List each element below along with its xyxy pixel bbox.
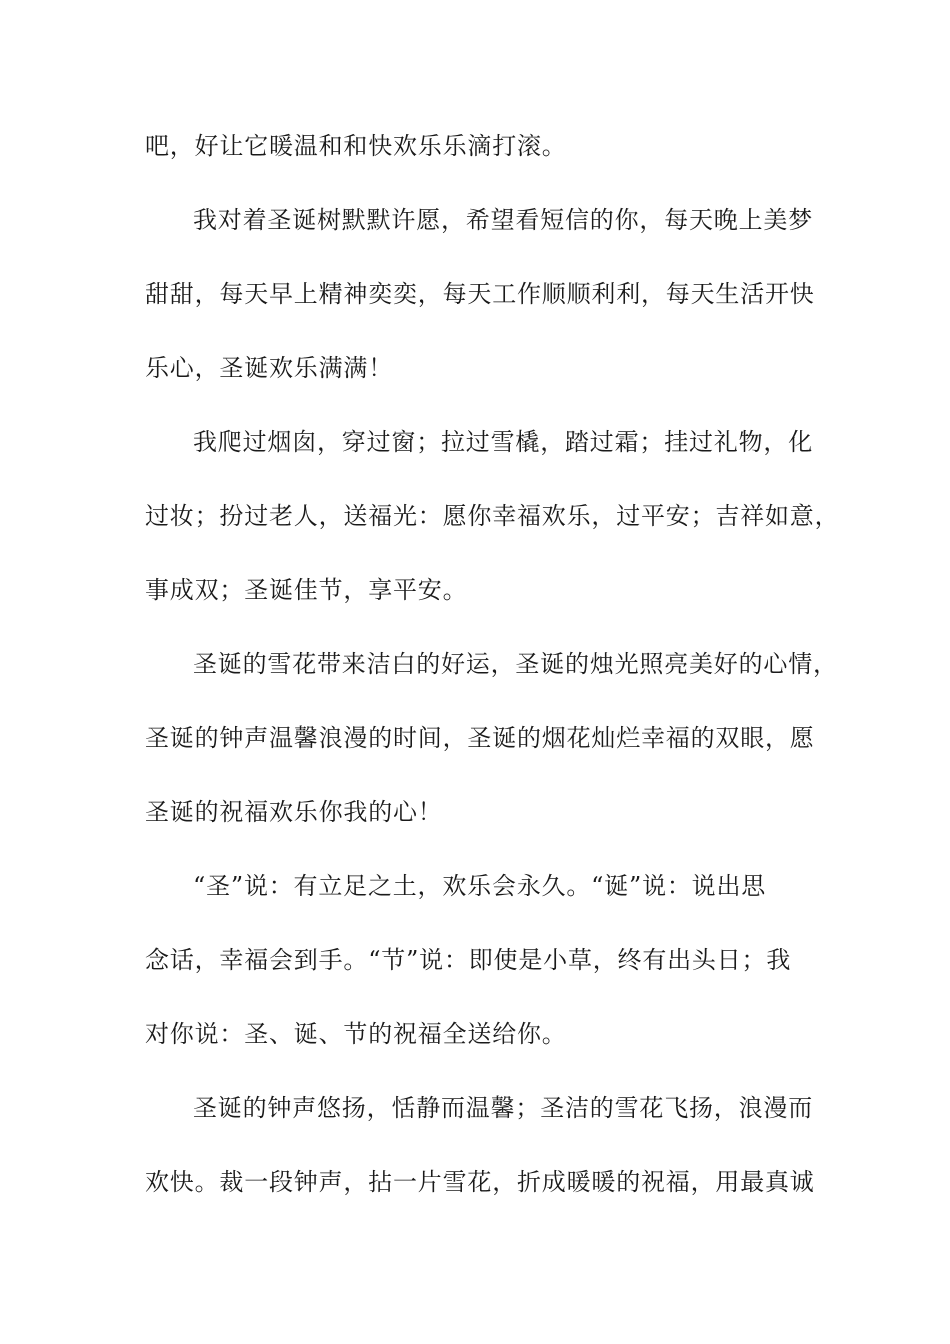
text-line: 圣诞的钟声温馨浪漫的时间，圣诞的烟花灿烂幸福的双眼，愿 — [145, 724, 815, 752]
document-body — [145, 122, 840, 1232]
text-line: 欢快。裁一段钟声，拈一片雪花，折成暖暖的祝福，用最真诚 — [145, 1168, 815, 1196]
text-line: 圣诞的祝福欢乐你我的心！ — [145, 798, 443, 826]
text-line: 事成双；圣诞佳节，享平安。 — [145, 576, 468, 604]
paragraph-first-line: 圣诞的雪花带来洁白的好运，圣诞的烛光照亮美好的心情， — [193, 650, 838, 678]
paragraph-first-line: 我爬过烟囱，穿过窗；拉过雪橇，踏过霜；挂过礼物，化 — [193, 428, 813, 456]
text-line: 过妆；扮过老人，送福光：愿你幸福欢乐，过平安；吉祥如意， — [145, 502, 840, 530]
text-line: 乐心，圣诞欢乐满满！ — [145, 354, 393, 382]
text-line: 甜甜，每天早上精神奕奕，每天工作顺顺利利，每天生活开快 — [145, 280, 815, 308]
text-line: 念话，幸福会到手。“节”说：即使是小草，终有出头日；我 — [145, 946, 792, 974]
text-line: 对你说：圣、诞、节的祝福全送给你。 — [145, 1020, 567, 1048]
paragraph-first-line: 我对着圣诞树默默许愿，希望看短信的你，每天晚上美梦 — [193, 206, 813, 234]
paragraph-first-line: “圣”说：有立足之土，欢乐会永久。“诞”说：说出思 — [193, 872, 767, 900]
paragraph-first-line: 圣诞的钟声悠扬，恬静而温馨；圣洁的雪花飞扬，浪漫而 — [193, 1094, 813, 1122]
text-line: 吧，好让它暖温和和快欢乐乐滴打滚。 — [145, 132, 567, 160]
